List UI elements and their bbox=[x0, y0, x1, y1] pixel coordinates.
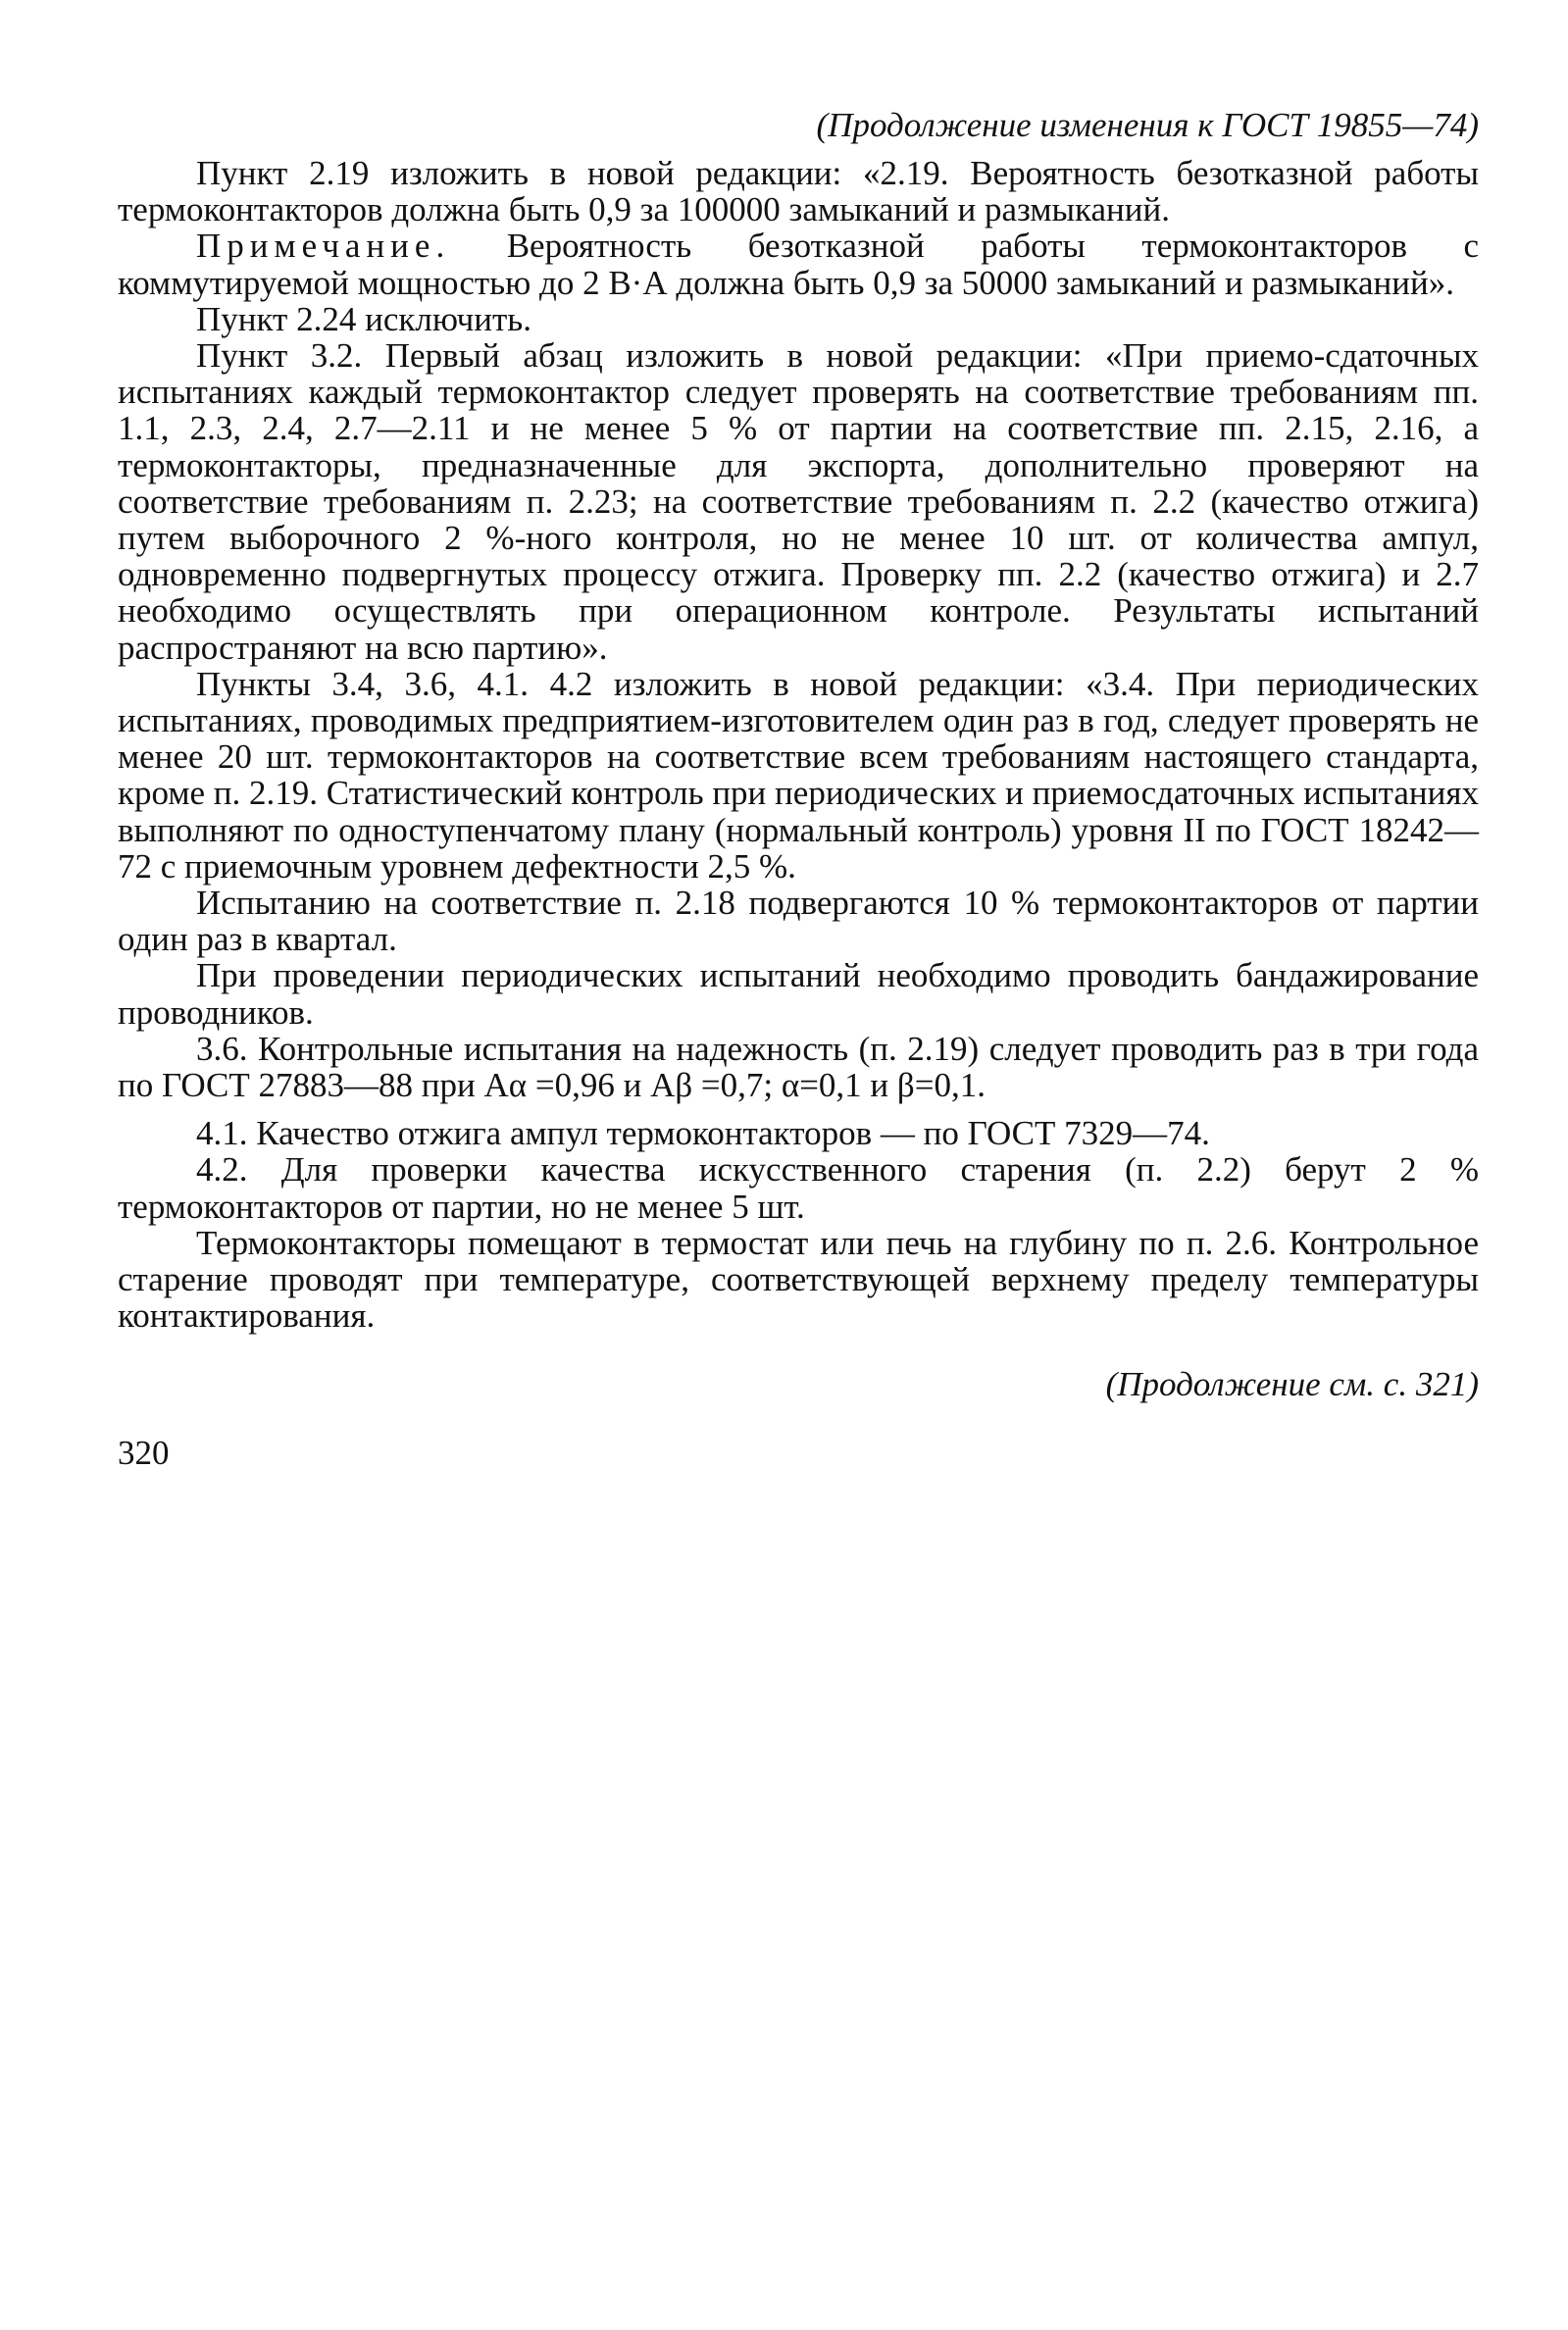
paragraph-bandage: При проведении периодических испытаний необходимо проводить бандажирование проводников. bbox=[118, 956, 1479, 1032]
note-paragraph bbox=[118, 228, 1479, 300]
page-number: 320 bbox=[118, 1434, 170, 1472]
paragraph-2-19: Пункт 2.19 изложить в новой редакции: «2.19. Вероятность безотказной работы термоконтакторов должна быть 0,9 за 100000 замыканий и размыканий. bbox=[118, 154, 1479, 229]
paragraph-4-2: 4.2. Для проверки качества искусственного старения (п. 2.2) берут 2 % термоконтакторов от партии, но не менее 5 шт. bbox=[118, 1150, 1479, 1226]
note-text: Вероятность безотказной работы термоконтакторов с коммутируемой мощностью до 2 В·А должна быть 0,9 за 50000 замыканий и размыканий». bbox=[118, 227, 1480, 302]
paragraph-3-4: Пункты 3.4, 3.6, 4.1. 4.2 изложить в новой редакции: «3.4. При периодических испытаниях, проводимых предприятием-изготовителем один раз в год, следует проверять не менее 20 шт. термоконтакторов на соответствие всем требованиям настоящего стандарта, кроме п. 2.19. Статистический контроль при периодических и приемосдаточных испытаниях выполняют по одноступенчатому плану (нормальный контроль) уровня II по ГОСТ 18242—72 с приемочным уровнем дефектности 2,5 %. bbox=[118, 664, 1479, 886]
continuation-header: (Продолжение изменения к ГОСТ 19855—74) bbox=[816, 106, 1479, 144]
continuation-footer: (Продолжение см. с. 321) bbox=[1105, 1365, 1479, 1403]
paragraph-3-2: Пункт 3.2. Первый абзац изложить в новой редакции: «При приемо-сдаточных испытаниях каждый термоконтактор следует проверять на соответствие требованиям пп. 1.1, 2.3, 2.4, 2.7—2.11 и не менее 5 % от партии на соответствие пп. 2.15, 2.16, а термоконтакторы, предназначенные для экспорта, дополнительно проверяют на соответствие требованиям п. 2.23; на соответствие требованиям п. 2.2 (качество отжига) путем выборочного 2 %-ного контроля, но не менее 10 шт. от количества ампул, одновременно подвергнутых процессу отжига. Проверку пп. 2.2 (качество отжига) и 2.7 необходимо осуществлять при операционном контроле. Результаты испытаний распространяют на всю партию». bbox=[118, 336, 1479, 667]
paragraph-3-6: 3.6. Контрольные испытания на надежность (п. 2.19) следует проводить раз в три года по ГОСТ 27883—88 при Aα =0,96 и Aβ =0,7; α=0,1 и β=0,1. bbox=[118, 1029, 1479, 1105]
note-label: Примечание. bbox=[196, 227, 451, 266]
paragraph-4-1: 4.1. Качество отжига ампул термоконтакторов — по ГОСТ 7329—74. bbox=[196, 1114, 1210, 1153]
paragraph-thermostat: Термоконтакторы помещают в термостат или печь на глубину по п. 2.6. Контрольное старение проводят при температуре, соответствующей верхнему пределу температуры контактирования. bbox=[118, 1223, 1479, 1336]
paragraph-2-18-test: Испытанию на соответствие п. 2.18 подвергаются 10 % термоконтакторов от партии один раз в квартал. bbox=[118, 884, 1479, 959]
document-body bbox=[118, 155, 1479, 1335]
paragraph-2-24: Пункт 2.24 исключить. bbox=[196, 299, 531, 338]
